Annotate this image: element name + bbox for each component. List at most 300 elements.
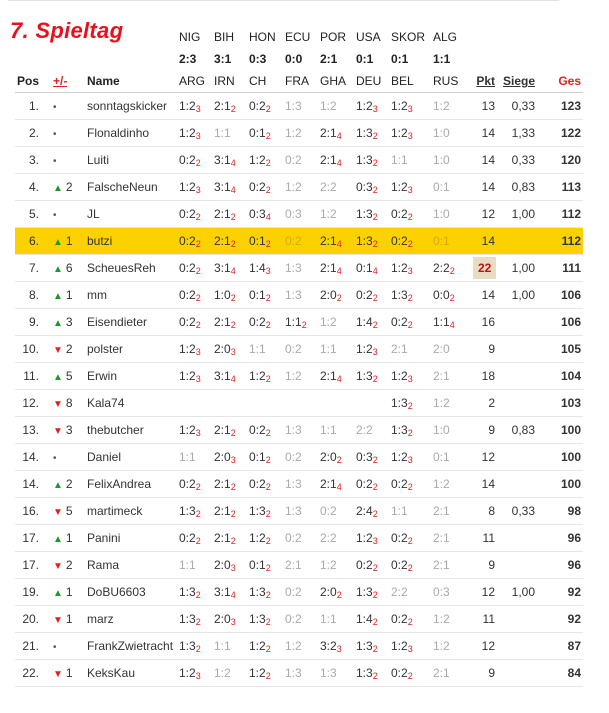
tip-score [179,504,201,518]
tip-value: 1:2 [391,638,408,653]
tip-value: 1:3 [356,584,373,599]
table-row [15,363,583,390]
tip-cell [249,363,285,390]
tip-value: 0:2 [179,206,196,221]
tip-cell [249,309,285,336]
tip-value: 0:2 [179,476,196,491]
tip-value: 1:2 [179,341,196,356]
tip-score [179,639,201,653]
tip-points: 2 [407,562,413,573]
tip-cell [356,579,391,606]
tip-points: 2 [265,238,271,249]
tip-cell [433,336,473,363]
tip-score [214,477,236,491]
tip-points: 2 [372,643,378,654]
row-movement [45,282,81,309]
row-points: 12 [481,639,495,653]
tip-value: 1:3 [179,503,196,518]
row-total: 98 [567,504,581,518]
tip-score [214,504,236,518]
player-name[interactable]: sonntagskicker [87,99,168,113]
header-siege[interactable] [501,70,541,93]
row-movement [45,309,81,336]
tip-points: 2 [265,103,271,114]
row-total: 111 [562,261,581,275]
tip-cell [179,120,214,147]
tip-value: 1:1 [320,422,337,437]
row-total: 105 [560,342,581,356]
tip-points: 2 [336,589,342,600]
tip-score [214,180,236,194]
tip-cell [320,660,356,687]
tip-score [179,612,201,626]
tip-cell [214,525,249,552]
player-name[interactable]: Daniel [87,450,122,464]
row-movement [45,606,81,633]
tip-points: 2 [407,400,413,411]
tip-cell [179,444,214,471]
tip-value: 1:2 [391,98,408,113]
tip-value: 1:1 [391,152,408,167]
row-wins: 1,00 [511,207,535,221]
tip-cell [320,93,356,120]
row-position: 14. [22,450,39,464]
tip-cell [320,471,356,498]
tip-value: 1:1 [285,314,302,329]
tip-value: 0:0 [433,287,450,302]
tip-score [179,288,201,302]
tip-cell [320,417,356,444]
tip-value: 1:2 [391,368,408,383]
tip-value: 1:3 [320,665,337,680]
header-move-link[interactable]: +/- [53,74,68,88]
player-name[interactable]: Panini [87,531,121,545]
tip-points: 3 [407,373,413,384]
row-total: 113 [561,180,581,194]
tip-cell [214,228,249,255]
tip-cell [285,606,320,633]
tip-cell [214,579,249,606]
tip-points: 3 [372,346,378,357]
tip-points: 3 [195,670,201,681]
tip-value: 1:1 [320,341,337,356]
tip-points: 3 [195,130,201,141]
movement-value: 2 [65,342,73,356]
tip-cell [214,201,249,228]
player-name[interactable]: Luiti [87,153,110,167]
tip-score [391,99,413,113]
tip-value: 2:1 [320,233,337,248]
player-name[interactable]: FelixAndrea [87,477,152,491]
tip-value: 1:1 [391,503,408,518]
tip-cell [433,444,473,471]
match-score: 0:1 [391,52,409,66]
tip-value: 1:2 [433,476,450,491]
tip-value: 1:0 [433,125,450,140]
tip-points: 2 [195,211,201,222]
tip-points: 2 [265,535,271,546]
tip-cell [179,228,214,255]
tip-points: 2 [265,643,271,654]
tip-points: 2 [195,238,201,249]
tip-value: 0:2 [179,260,196,275]
tip-value: 1:2 [320,314,337,329]
tip-cell [249,444,285,471]
tip-score [249,99,271,113]
row-wins [501,660,541,687]
row-movement [45,174,81,201]
tip-points: 2 [265,454,271,465]
tip-points: 4 [372,265,378,276]
table-row [15,471,583,498]
row-wins: 0,83 [511,423,535,437]
row-position: 3. [28,153,39,167]
row-wins: 1,00 [511,585,535,599]
tip-cell [391,336,433,363]
tip-score [356,342,378,356]
row-movement [45,660,81,687]
tip-value: 1:3 [285,422,302,437]
tip-points: 3 [195,346,201,357]
table-row [15,228,583,255]
tip-score [320,585,342,599]
tip-points: 2 [265,184,271,195]
tip-cell [391,417,433,444]
match-away-team: FRA [285,74,309,88]
tip-cell [214,282,249,309]
row-wins [501,444,541,471]
tip-score [391,315,413,329]
tip-value: 0:3 [356,179,373,194]
row-total: 122 [560,126,581,140]
tip-score [356,477,378,491]
tip-points: 2 [372,238,378,249]
tip-cell [285,525,320,552]
tip-score [249,315,271,329]
tip-points: 2 [195,292,201,303]
tip-value: 0:2 [249,476,266,491]
tip-value: 1:3 [285,260,302,275]
tip-score [179,315,201,329]
player-name[interactable]: Rama [87,558,120,572]
tip-score [391,342,408,356]
tip-score [179,180,201,194]
tip-value: 1:1 [433,314,450,329]
tip-score [320,504,337,518]
table-row [15,336,583,363]
tip-value: 2:4 [356,503,373,518]
tip-score [391,153,408,167]
tip-cell [320,255,356,282]
header-pkt-link[interactable]: Pkt [476,74,495,88]
header-move[interactable] [45,70,81,93]
arrow-down-icon: ▼ [53,615,63,626]
row-movement [45,633,81,660]
tip-score [214,207,236,221]
tip-points: 3 [407,643,413,654]
tip-value: 2:1 [214,233,231,248]
tip-cell [356,282,391,309]
row-position: 10. [22,342,39,356]
player-name[interactable]: DoBU6603 [87,585,146,599]
match-home-team: POR [320,30,347,44]
tip-score [391,450,413,464]
tip-value: 0:2 [391,476,408,491]
tip-cell [249,174,285,201]
tip-score [285,504,302,518]
tip-value: 1:2 [391,260,408,275]
tip-score [433,234,450,248]
tip-cell [214,255,249,282]
header-pkt[interactable] [473,70,501,93]
tip-score [356,666,378,680]
tip-score [249,423,271,437]
tip-value: 2:1 [320,368,337,383]
tip-points: 2 [372,589,378,600]
header-ges-link[interactable]: Ges [558,74,581,88]
player-name[interactable]: ScheuesReh [87,261,156,275]
row-points: 14 [481,477,495,491]
tip-points: 3 [407,454,413,465]
tip-value: 0:2 [285,341,302,356]
player-name[interactable]: FalscheNeun [87,180,158,194]
header-siege-link[interactable]: Siege [502,74,535,88]
row-total: 100 [560,477,581,491]
tip-value: 2:0 [320,584,337,599]
tip-cell [356,174,391,201]
tip-cell [285,120,320,147]
tip-cell [391,498,433,525]
tip-value: 2:2 [356,422,373,437]
tip-points: 2 [195,319,201,330]
match-away-team: IRN [214,74,235,88]
table-row [15,444,583,471]
tip-score [356,153,378,167]
tip-value: 1:2 [179,125,196,140]
row-points: 12 [481,585,495,599]
tip-value: 1:2 [320,557,337,572]
tip-value: 1:3 [249,611,266,626]
tip-points: 2 [265,373,271,384]
tip-points: 2 [372,184,378,195]
tip-score [433,504,450,518]
row-total: 112 [561,207,581,221]
tip-cell [433,282,473,309]
tip-value: 1:2 [214,665,231,680]
player-name[interactable]: polster [87,342,124,356]
tip-score [320,450,342,464]
tip-cell [214,633,249,660]
tip-cell [433,633,473,660]
tip-value: 1:2 [179,98,196,113]
tip-value: 0:2 [356,287,373,302]
player-name[interactable]: Kala74 [87,396,125,410]
row-position: 7. [28,261,39,275]
tip-points: 2 [265,130,271,141]
tip-cell [356,228,391,255]
tip-score [214,153,236,167]
tip-value: 2:1 [320,476,337,491]
table-row [15,525,583,552]
tip-cell [356,498,391,525]
tip-cell [214,606,249,633]
movement-value: 2 [65,180,73,194]
tip-value: 0:2 [249,98,266,113]
tip-points: 2 [372,481,378,492]
tip-value: 0:1 [249,125,266,140]
row-position: 12. [22,396,39,410]
tip-cell [249,120,285,147]
row-points: 12 [481,450,495,464]
tip-value: 2:1 [214,503,231,518]
tip-value: 2:2 [433,260,450,275]
tip-cell [249,201,285,228]
tip-points: 3 [195,427,201,438]
tip-cell [285,390,320,417]
tip-points: 2 [372,508,378,519]
tip-value: 1:2 [179,368,196,383]
tip-points: 4 [336,238,342,249]
tip-cell [320,525,356,552]
tip-cell [391,579,433,606]
tip-cell [249,255,285,282]
tip-value: 3:1 [214,368,231,383]
tip-value: 2:0 [214,341,231,356]
table-row [15,552,583,579]
tip-value: 0:2 [391,206,408,221]
tip-points: 2 [372,319,378,330]
tip-cell [285,444,320,471]
tip-cell [249,633,285,660]
tip-score [433,342,450,356]
player-name[interactable]: FrankZwietracht [87,639,174,653]
tip-value: 0:2 [179,287,196,302]
tip-cell [433,309,473,336]
player-name[interactable]: mm [87,288,107,302]
tip-score [320,153,342,167]
tip-cell [249,471,285,498]
tip-cell [214,309,249,336]
row-position: 2. [28,126,39,140]
tip-points: 4 [336,481,342,492]
arrow-down-icon: ▼ [53,507,63,518]
tip-points: 2 [372,130,378,141]
tip-score [214,369,236,383]
player-name[interactable]: Eisendieter [87,315,148,329]
tip-value: 1:3 [391,287,408,302]
tip-cell [356,525,391,552]
tip-score [285,126,302,140]
tip-score [249,558,271,572]
tip-value: 2:1 [320,260,337,275]
tip-score [179,477,201,491]
tip-value: 1:3 [285,98,302,113]
player-name[interactable]: KeksKau [87,666,136,680]
tip-score [214,99,236,113]
tip-score [320,99,337,113]
player-name[interactable]: Erwin [87,369,118,383]
tip-cell [285,93,320,120]
tip-points: 2 [449,292,455,303]
tip-cell [433,201,473,228]
player-name[interactable]: thebutcher [87,423,144,437]
tip-points: 2 [265,319,271,330]
tip-value: 1:3 [249,503,266,518]
tip-points: 3 [407,103,413,114]
row-movement [45,579,81,606]
table-row [15,390,583,417]
row-movement [45,336,81,363]
arrow-up-icon: ▲ [53,237,63,248]
tip-score [214,558,236,572]
tip-score [356,126,378,140]
tip-cell [285,552,320,579]
row-wins: 0,33 [511,504,535,518]
player-name[interactable]: butzi [87,234,113,248]
player-name[interactable]: JL [87,207,100,221]
tip-value: 2:2 [320,179,337,194]
tip-score [356,423,373,437]
tip-value: 1:2 [391,125,408,140]
movement-value: 1 [65,288,73,302]
player-name[interactable]: marz [87,612,114,626]
row-position: 22. [22,666,39,680]
tip-value: 0:2 [179,233,196,248]
tip-score [285,423,302,437]
tip-score [391,585,408,599]
arrow-down-icon: ▼ [53,669,63,680]
row-wins [501,633,541,660]
tip-points: 2 [407,292,413,303]
top-divider [8,0,559,1]
tip-value: 0:1 [249,449,266,464]
row-movement [45,93,81,120]
tip-cell [214,390,249,417]
tip-points: 2 [372,562,378,573]
tip-points: 4 [230,265,236,276]
tip-value: 0:2 [285,233,302,248]
tip-score [249,531,271,545]
row-points: 14 [481,153,495,167]
tip-cell [356,201,391,228]
header-name: Name [87,74,120,88]
tip-cell [214,471,249,498]
tip-value: 1:2 [179,179,196,194]
tip-value: 1:2 [249,530,266,545]
tip-score [433,261,455,275]
tip-score [320,342,337,356]
tip-cell [285,309,320,336]
row-position: 16. [22,504,39,518]
tip-cell [356,309,391,336]
arrow-down-icon: ▼ [53,345,63,356]
tip-points: 2 [407,481,413,492]
match-away-team: DEU [356,74,382,88]
tip-points: 4 [230,157,236,168]
movement-value: 1 [65,585,73,599]
tip-cell [391,120,433,147]
arrow-up-icon: ▲ [53,318,63,329]
tip-points: 2 [265,562,271,573]
tip-points: 2 [372,211,378,222]
row-movement [45,444,81,471]
player-name[interactable]: Flonaldinho [87,126,150,140]
tip-score [391,207,413,221]
tip-score [391,612,413,626]
tip-points: 2 [230,211,236,222]
header-ges[interactable] [541,70,583,93]
player-name[interactable]: martimeck [87,504,143,518]
